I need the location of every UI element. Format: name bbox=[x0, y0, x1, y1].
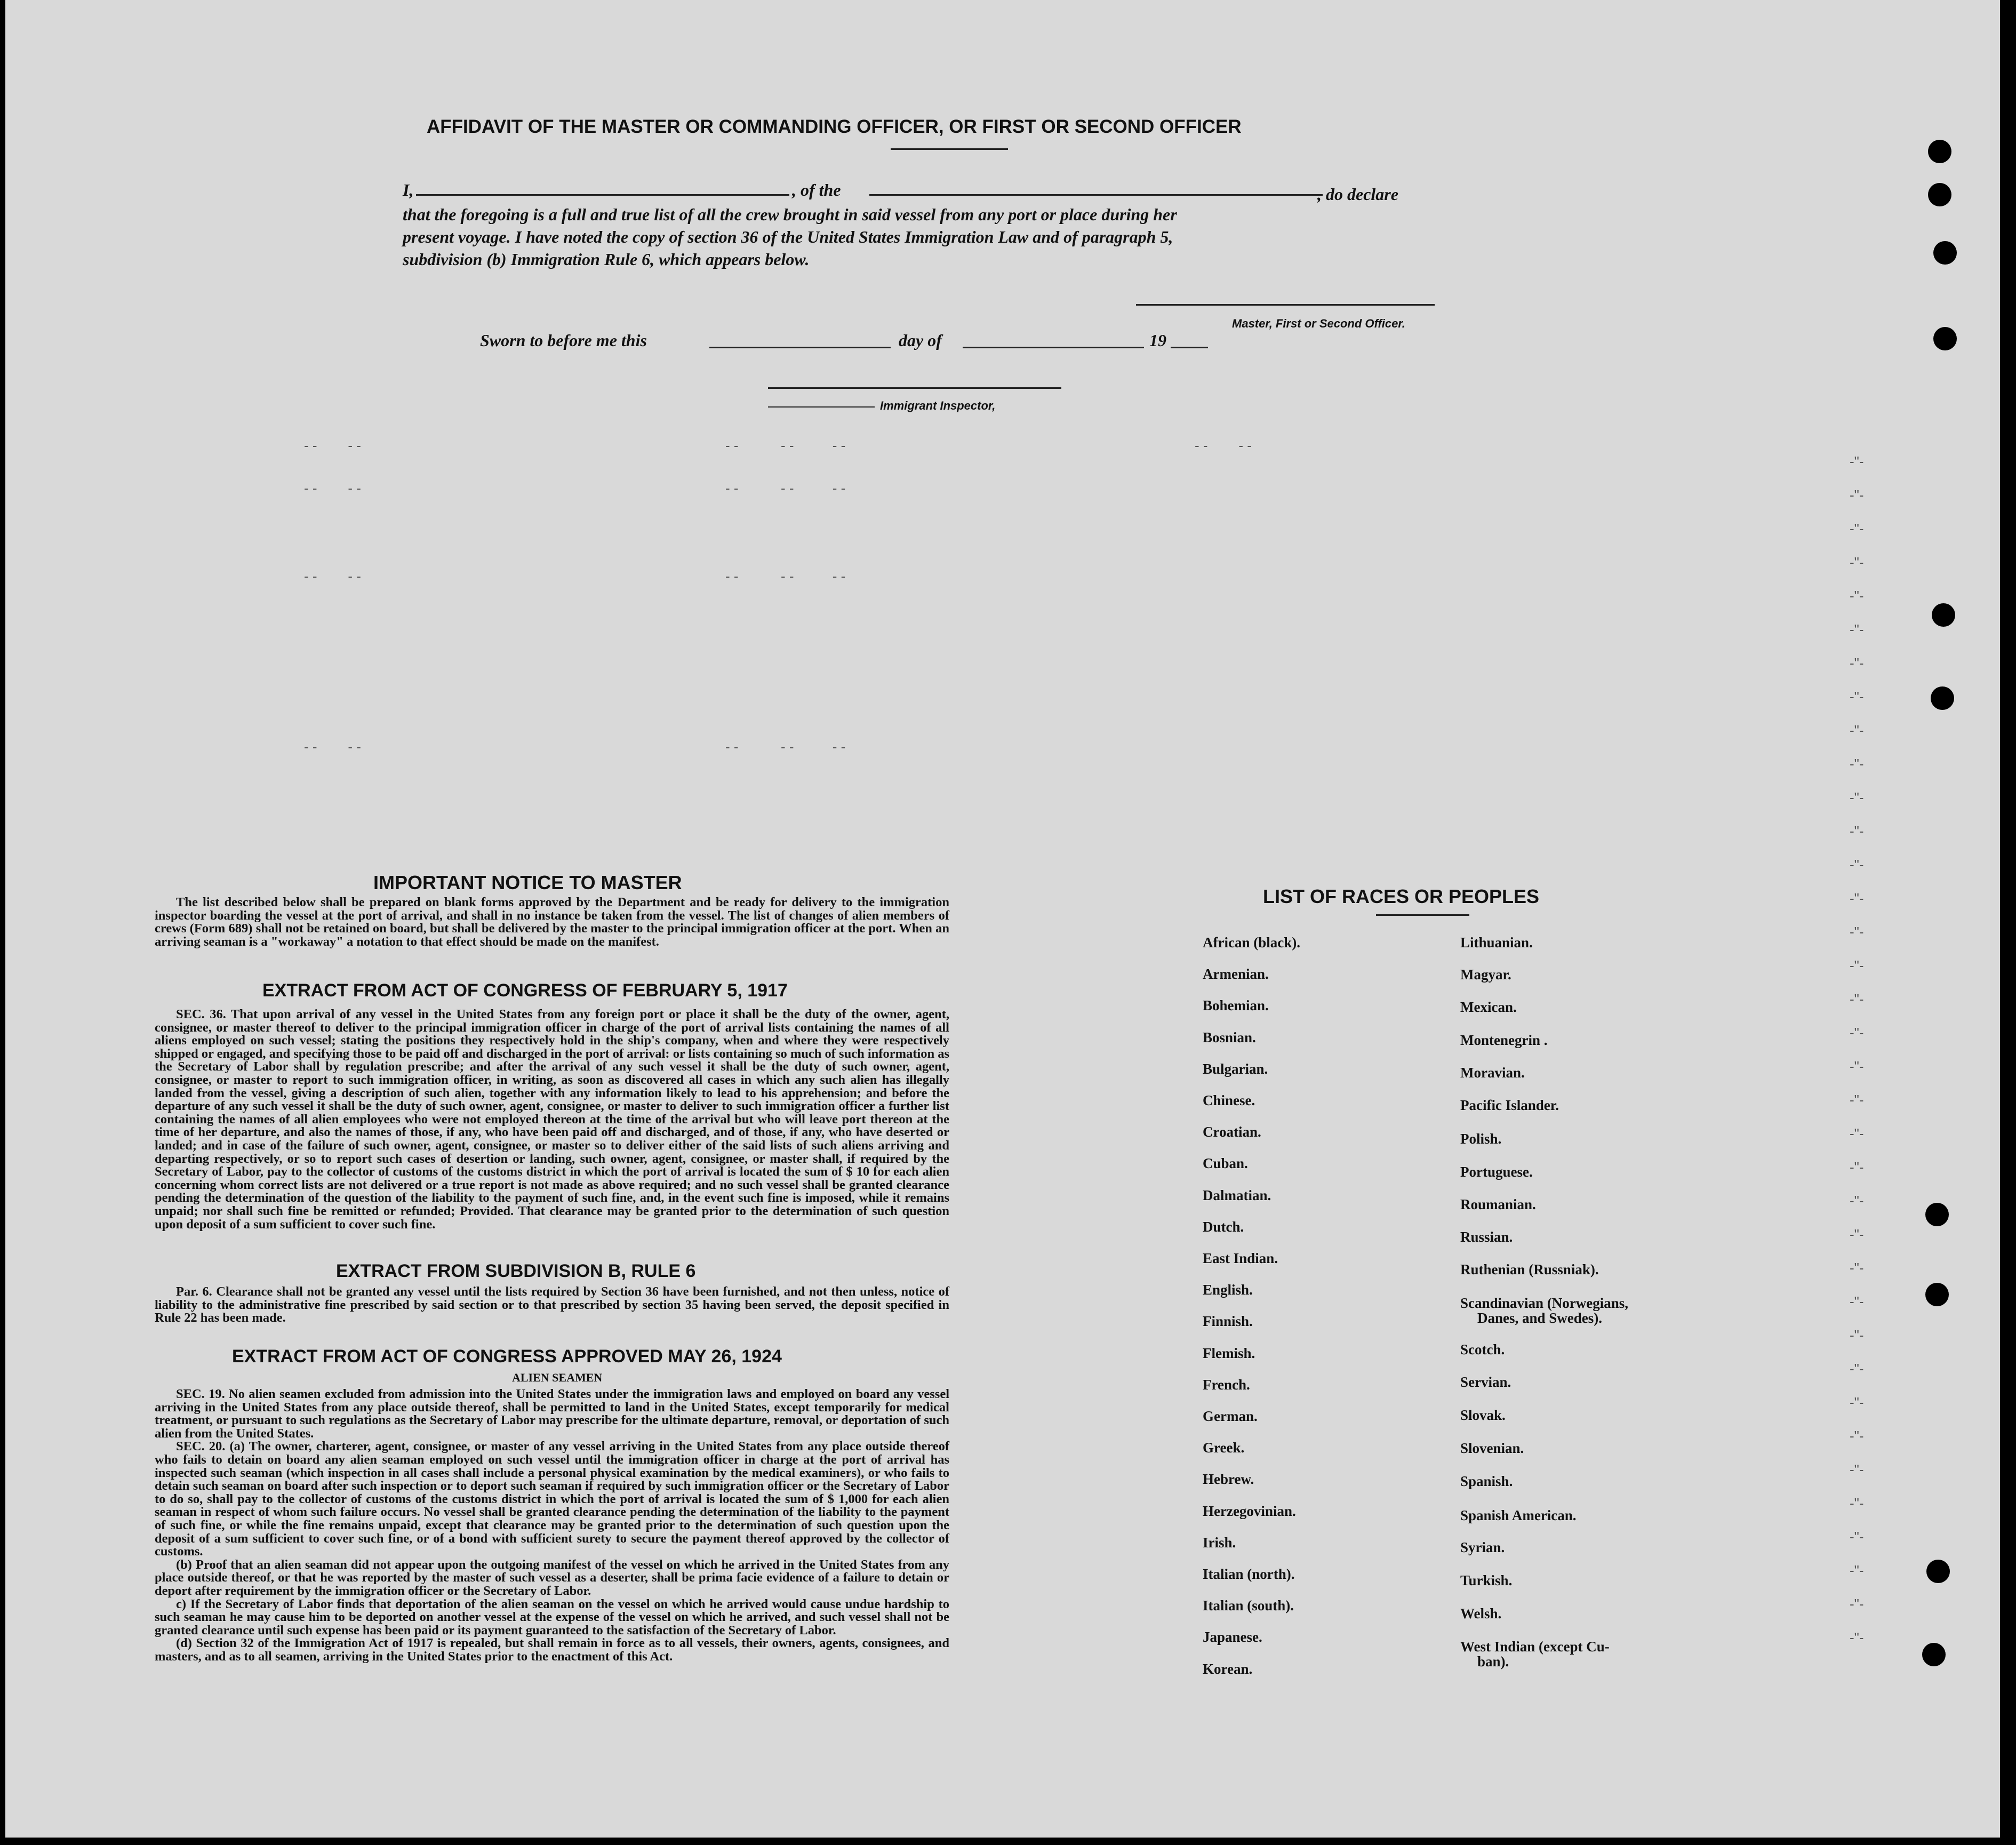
race-item: Armenian. bbox=[1203, 966, 1269, 983]
race-item: Japanese. bbox=[1203, 1629, 1262, 1646]
affidavit-line3: present voyage. I have noted the copy of section 36 of the United States Immigration Law and of paragraph 5, bbox=[403, 227, 1173, 246]
row-dashes: - - - - - - bbox=[725, 568, 846, 584]
race-item: Montenegrin . bbox=[1460, 1032, 1548, 1048]
race-item: Korean. bbox=[1203, 1660, 1253, 1677]
ditto-mark: -"- bbox=[1850, 521, 1864, 537]
row-dashes: - - - - bbox=[1195, 437, 1252, 453]
race-item: Italian (south). bbox=[1203, 1598, 1294, 1614]
act1924-subtitle: ALIEN SEAMEN bbox=[512, 1371, 603, 1384]
affidavit-title: AFFIDAVIT OF THE MASTER OR COMMANDING OFFICER, OR FIRST OR SECOND OFFICER bbox=[427, 116, 1242, 137]
ditto-mark: -"- bbox=[1850, 554, 1864, 570]
race-item: Scotch. bbox=[1460, 1341, 1505, 1357]
race-item: Flemish. bbox=[1203, 1345, 1255, 1361]
race-item: Finnish. bbox=[1203, 1313, 1253, 1330]
master-caption: Master, First or Second Officer. bbox=[1232, 317, 1405, 330]
ditto-mark: -"- bbox=[1850, 621, 1864, 637]
row-dashes: - - - - bbox=[304, 437, 361, 453]
act1917-title: EXTRACT FROM ACT OF CONGRESS OF FEBRUARY 5, 1917 bbox=[262, 980, 788, 1001]
race-item: Roumanian. bbox=[1460, 1196, 1536, 1212]
ditto-mark: -"- bbox=[1850, 1596, 1864, 1612]
notice-title: IMPORTANT NOTICE TO MASTER bbox=[373, 872, 682, 893]
races-title-underline bbox=[1376, 914, 1469, 916]
ditto-mark: -"- bbox=[1850, 957, 1864, 973]
ditto-mark: -"- bbox=[1850, 1562, 1864, 1578]
ditto-mark: -"- bbox=[1850, 1394, 1864, 1410]
ditto-mark: -"- bbox=[1850, 1529, 1864, 1545]
race-item: Herzegovinian. bbox=[1203, 1503, 1296, 1519]
punch-hole bbox=[1928, 183, 1951, 206]
inspector-signature-field[interactable] bbox=[768, 387, 1061, 389]
race-item: Servian. bbox=[1460, 1374, 1511, 1390]
race-item: German. bbox=[1203, 1408, 1258, 1424]
punch-hole bbox=[1925, 1203, 1949, 1226]
race-item: Bohemian. bbox=[1203, 997, 1269, 1014]
affidavit-of-the: , of the bbox=[792, 180, 841, 199]
signature-field[interactable] bbox=[1136, 304, 1435, 306]
act1924-sec20d: (d) Section 32 of the Immigration Act of 1917 is repealed, but shall remain in force as to all vessels, their owners, agents, consignees, and masters, and as to all seamen, arriving in the United States prior to the enactment of this Act. bbox=[155, 1636, 949, 1664]
sworn-text: Sworn to before me this bbox=[480, 331, 647, 350]
act1917-text bbox=[155, 1008, 949, 1231]
ditto-mark: -"- bbox=[1850, 1293, 1864, 1309]
race-item: French. bbox=[1203, 1376, 1250, 1393]
year-text: 19 bbox=[1149, 331, 1166, 350]
race-item: Pacific Islander. bbox=[1460, 1097, 1559, 1113]
race-item: Croatian. bbox=[1203, 1124, 1261, 1140]
race-item: West Indian (except Cu- bbox=[1460, 1639, 1610, 1655]
race-item: Danes, and Swedes). bbox=[1477, 1310, 1603, 1326]
ditto-mark: -"- bbox=[1850, 1461, 1864, 1477]
ditto-mark: -"- bbox=[1850, 1260, 1864, 1276]
punch-hole bbox=[1932, 603, 1955, 627]
sworn-day-field[interactable] bbox=[709, 347, 891, 348]
race-item: African (black). bbox=[1203, 935, 1300, 951]
race-item: Chinese. bbox=[1203, 1092, 1255, 1108]
ditto-mark: -"- bbox=[1850, 991, 1864, 1007]
race-item: Syrian. bbox=[1460, 1539, 1505, 1555]
ditto-mark: -"- bbox=[1850, 1058, 1864, 1074]
race-item: Hebrew. bbox=[1203, 1471, 1254, 1488]
ditto-mark: -"- bbox=[1850, 1092, 1864, 1108]
punch-hole bbox=[1925, 1283, 1949, 1306]
punch-hole bbox=[1931, 686, 1954, 710]
row-dashes: - - - - - - bbox=[725, 480, 846, 496]
row-dashes: - - - - bbox=[304, 568, 361, 584]
affidavit-declare: , do declare bbox=[1317, 185, 1398, 204]
race-item: Cuban. bbox=[1203, 1155, 1248, 1172]
day-of-text: day of bbox=[899, 331, 942, 350]
race-item: Turkish. bbox=[1460, 1572, 1513, 1588]
race-item: Dalmatian. bbox=[1203, 1187, 1271, 1203]
act1924-sec20a: SEC. 20. (a) The owner, charterer, agent, consignee, or master of any vessel arriving in the United States from any place outside thereof who fails to detain on board any alien seaman employed on such vessel until the immigration officer in charge at the port of arrival has inspected such seaman (which inspection in all cases shall include a personal physical examination by the medical examiners), or who fails to detain such seaman on board after such inspection or to deport such seaman if required by such immigration officer or the Secretary of Labor to do so, shall pay to the collector of customs of the customs district in which the port of arrival is located the sum of $ 1,000 for each alien seaman in respect of whom such failure occurs. No vessel shall be granted clearance pending the determination of the liability to the payment of such fine, or while the fine remains unpaid, except that clearance may be granted prior to the determination of such question upon the deposit of a sum sufficient to cover such fine, or of a bond with sufficient surety to secure the payment thereof approved by the collector of customs. bbox=[155, 1439, 949, 1559]
act1924-sec19: SEC. 19. No alien seamen excluded from admission into the United States under the immigration laws and employed on board any vessel arriving in the United States from any place outside thereof, shall be permitted to land in the United States, except temporarily for medical treatment, or pursuant to such regulations as the Secretary of Labor may prescribe for the ultimate departure, removal, or deportation of such alien from the United States. bbox=[155, 1387, 949, 1441]
ditto-mark: -"- bbox=[1850, 1025, 1864, 1041]
document-page bbox=[5, 0, 2000, 1838]
affidavit-i: I, bbox=[403, 180, 414, 199]
rule6-title: EXTRACT FROM SUBDIVISION B, RULE 6 bbox=[336, 1261, 696, 1281]
punch-hole bbox=[1933, 241, 1957, 265]
notice-text bbox=[155, 896, 949, 948]
punch-hole bbox=[1926, 1560, 1950, 1583]
affidavit-line2: that the foregoing is a full and true list of all the crew brought in said vessel from any port or place during her bbox=[403, 205, 1177, 224]
ditto-mark: -"- bbox=[1850, 1327, 1864, 1343]
race-item: Slovak. bbox=[1460, 1407, 1506, 1423]
punch-hole bbox=[1933, 327, 1957, 350]
act1924-sec20c: c) If the Secretary of Labor finds that deportation of the alien seaman on the vessel on which he arrived would cause undue hardship to such seaman he may cause him to be deported on another vessel at the expense of the vessel on which he arrived, and such vessel shall not be granted clearance until such expense has been paid or its payment guaranteed to the satisfaction of the Secretary of Labor. bbox=[155, 1596, 949, 1638]
ditto-mark: -"- bbox=[1850, 756, 1864, 772]
race-item: East Indian. bbox=[1203, 1250, 1278, 1266]
race-item: Scandinavian (Norwegians, bbox=[1460, 1295, 1629, 1311]
race-item: Welsh. bbox=[1460, 1606, 1502, 1622]
ditto-mark: -"- bbox=[1850, 890, 1864, 906]
race-item: Magyar. bbox=[1460, 967, 1511, 983]
race-item: English. bbox=[1203, 1282, 1253, 1298]
ditto-mark: -"- bbox=[1850, 655, 1864, 671]
act1917-paragraph: SEC. 36. That upon arrival of any vessel in the United States from any foreign port or place it shall be the duty of the owner, agent, consignee, or master thereof to deliver to the principal immigration officer in charge of the port of arrival lists containing the names of all aliens employed on such vessel; stating the positions they respectively hold in the ship's company, when and where they were respectively shipped or engaged, and specifying those to be paid off and discharged in the port of arrival: or lists containing so much of such information as the Secretary of Labor shall by regulation prescribe; and after the arrival of any such vessel it shall be the duty of such owner, agent, consignee, or master to report to such immigration officer, in writing, as soon as discovered all cases in which any such alien has illegally landed from the vessel, giving a description of such alien, together with any information likely to lead to his apprehension; and before the departure of any such vessel it shall be the duty of such owner, agent, consignee, or master to deliver to such immigration officer a further list containing the names of all alien employees who were not employed thereon at the time of the arrival but who will leave port thereon at the time of her departure, and also the names of those, if any, who have been paid off and discharged, and of those, if any, who have deserted or landed; and in case of the failure of such owner, agent, consignee, or master so to deliver either of the said lists of such aliens arriving and departing respectively, or so to report such cases of desertion or landing, such owner, agent, consignee, or master shall, if required by the Secretary of Labor, pay to the collector of customs of the customs district in which the port of arrival is located the sum of $ 10 for each alien concerning whom correct lists are not delivered or a true report is not made as above required; and no such vessel shall be granted clearance pending the determination of the question of the liability to the payment of such fine, and, in the event such fine is imposed, while it remains unpaid; nor shall such fine be remitted or refunded; Provided. That clearance may be granted prior to the determination of such question upon deposit of a sum sufficient to cover such fine. bbox=[155, 1007, 949, 1232]
race-item: Lithuanian. bbox=[1460, 935, 1533, 951]
ditto-mark: -"- bbox=[1850, 722, 1864, 738]
ditto-mark: -"- bbox=[1850, 789, 1864, 805]
ditto-mark: -"- bbox=[1850, 453, 1864, 469]
row-dashes: - - - - - - bbox=[725, 739, 846, 755]
ditto-mark: -"- bbox=[1850, 1495, 1864, 1511]
race-item: Ruthenian (Russniak). bbox=[1460, 1261, 1599, 1277]
races-title: LIST OF RACES OR PEOPLES bbox=[1263, 885, 1540, 907]
ditto-mark: -"- bbox=[1850, 1428, 1864, 1444]
row-dashes: - - - - - - bbox=[725, 437, 846, 453]
vessel-field[interactable] bbox=[869, 194, 1323, 196]
race-item: Bosnian. bbox=[1203, 1029, 1256, 1045]
race-item: Portuguese. bbox=[1460, 1164, 1533, 1180]
race-item: Polish. bbox=[1460, 1131, 1502, 1147]
ditto-mark: -"- bbox=[1850, 924, 1864, 940]
ditto-mark: -"- bbox=[1850, 487, 1864, 503]
punch-hole bbox=[1922, 1643, 1946, 1666]
ditto-mark: -"- bbox=[1850, 1193, 1864, 1209]
race-item: Bulgarian. bbox=[1203, 1060, 1268, 1077]
row-dashes: - - - - bbox=[304, 739, 361, 755]
inspector-caption: Immigrant Inspector, bbox=[880, 399, 996, 412]
race-item: Greek. bbox=[1203, 1440, 1245, 1456]
race-item: Italian (north). bbox=[1203, 1566, 1295, 1582]
race-item: Spanish. bbox=[1460, 1473, 1513, 1489]
ditto-mark: -"- bbox=[1850, 1630, 1864, 1646]
sworn-month-field[interactable] bbox=[963, 347, 1144, 348]
ditto-mark: -"- bbox=[1850, 857, 1864, 873]
act1924-text bbox=[155, 1388, 949, 1663]
act1924-title: EXTRACT FROM ACT OF CONGRESS APPROVED MAY 26, 1924 bbox=[232, 1346, 782, 1367]
ditto-mark: -"- bbox=[1850, 1159, 1864, 1175]
rule6-paragraph: Par. 6. Clearance shall not be granted any vessel until the lists required by Section 36 have been furnished, and not then unless, notice of liability to the administrative fine prescribed by said section or to that prescribed by section 35 having been served, the deposit specified in Rule 22 has been made. bbox=[155, 1284, 949, 1325]
race-item: Moravian. bbox=[1460, 1065, 1525, 1081]
ditto-mark: -"- bbox=[1850, 1361, 1864, 1377]
punch-hole bbox=[1928, 140, 1951, 163]
race-item: Slovenian. bbox=[1460, 1440, 1524, 1456]
name-field[interactable] bbox=[416, 194, 789, 196]
race-item: Irish. bbox=[1203, 1534, 1236, 1551]
race-item: Mexican. bbox=[1460, 999, 1517, 1015]
title-underline bbox=[891, 148, 1008, 150]
race-item: Spanish American. bbox=[1460, 1507, 1577, 1523]
ditto-mark: -"- bbox=[1850, 1125, 1864, 1141]
ditto-mark: -"- bbox=[1850, 588, 1864, 604]
row-dashes: - - - - bbox=[304, 480, 361, 496]
race-item: Russian. bbox=[1460, 1229, 1513, 1245]
ditto-mark: -"- bbox=[1850, 689, 1864, 705]
race-item: ban). bbox=[1477, 1654, 1509, 1670]
inspector-short-line bbox=[768, 406, 875, 408]
notice-paragraph: The list described below shall be prepared on blank forms approved by the Department and be ready for delivery to the immigration inspector boarding the vessel at the port of arrival, and shall in no instance be taken from the vessel. The list of changes of alien members of crews (Form 689) shall not be retained on board, but shall be delivered by the master to the principal immigration officer at the port. When an arriving seaman is a "workaway" a notation to that effect should be made on the manifest. bbox=[155, 895, 949, 949]
ditto-mark: -"- bbox=[1850, 1226, 1864, 1242]
race-item: Dutch. bbox=[1203, 1218, 1244, 1235]
affidavit-line4: subdivision (b) Immigration Rule 6, which appears below. bbox=[403, 250, 810, 269]
rule6-text bbox=[155, 1285, 949, 1325]
act1924-sec20b: (b) Proof that an alien seaman did not appear upon the outgoing manifest of the vessel on which he arrived in the United States from any place outside thereof, or that he was reported by the master of such vessel as a deserter, shall be prima facie evidence of a failure to detain or deport after requirement by the immigration officer or the Secretary of Labor. bbox=[155, 1557, 949, 1598]
ditto-mark: -"- bbox=[1850, 823, 1864, 839]
year-field[interactable] bbox=[1171, 347, 1208, 348]
